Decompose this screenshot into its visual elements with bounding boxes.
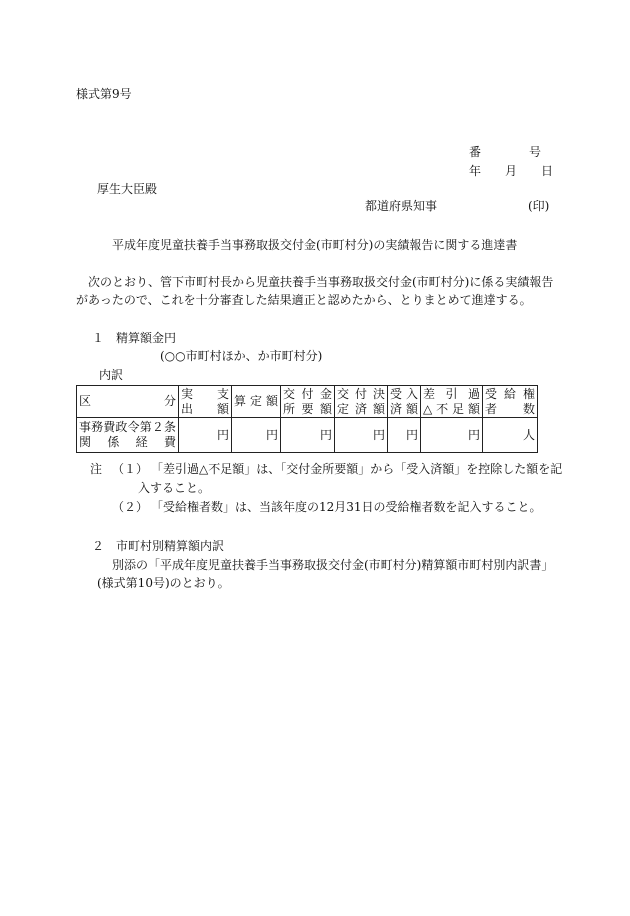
breakdown-table (76, 385, 538, 453)
notes-label: 注 (90, 462, 103, 476)
form-number: 様式第9号 (76, 87, 132, 101)
note1-number: （１） (112, 462, 149, 476)
unit-cell: 円 (281, 418, 335, 453)
unit-cell: 円 (179, 418, 232, 453)
intro-line-1: 次のとおり、管下市町村長から児童扶養手当事務取扱交付金(市町村分)に係る実績報告 (88, 275, 554, 289)
header-required-grant: 交付金 所要額 (281, 386, 335, 418)
unit-cell: 円 (335, 418, 388, 453)
addressee: 厚生大臣殿 (97, 182, 158, 196)
note1-line-1: 「差引過△不足額」は、「交付金所要額」から「受入済額」を控除した額を記 (151, 462, 563, 476)
document-number-label: 番 号 (469, 145, 542, 159)
row-label: 事務費政令第２条 関 係 経 費 (77, 418, 179, 453)
table-row (77, 418, 538, 453)
table-header-row (77, 386, 538, 418)
breakdown-label: 内訳 (99, 368, 124, 382)
section2-heading: ２ 市町村別精算額内訳 (92, 539, 225, 553)
intro-line-2: があったので、これを十分審査した結果適正と認めたから、とりまとめて進達する。 (76, 293, 532, 307)
section2-line-2: (様式第10号)のとおり。 (97, 576, 230, 590)
document-title: 平成年度児童扶養手当事務取扱交付金(市町村分)の実績報告に関する進達書 (112, 238, 518, 252)
header-actual-expenditure: 実 支 出 額 (179, 386, 232, 418)
unit-cell: 人 (483, 418, 538, 453)
header-beneficiaries: 受給権 者 数 (483, 386, 538, 418)
unit-cell: 円 (232, 418, 281, 453)
seal-mark: (印) (528, 199, 550, 213)
note2-text: 「受給権者数」は、当該年度の12月31日の受給権者数を記入すること。 (151, 500, 542, 514)
header-decided-grant: 交付決 定済額 (335, 386, 388, 418)
section2-line-1: 別添の「平成年度児童扶養手当事務取扱交付金(市町村分)精算額市町村別内訳書」 (112, 558, 554, 572)
note2-number: （２） (112, 500, 149, 514)
section1-subtitle: (○○市町村ほか、か市町村分) (160, 349, 323, 363)
date-label: 年 月 日 (469, 164, 554, 178)
unit-cell: 円 (388, 418, 421, 453)
sender-title: 都道府県知事 (365, 199, 438, 213)
header-difference: 差引過 △不足額 (421, 386, 483, 418)
note1-line-2: 入すること。 (138, 481, 211, 495)
header-calculated-amount: 算定額 (232, 386, 281, 418)
unit-cell: 円 (421, 418, 483, 453)
header-received-amount: 受入 済額 (388, 386, 421, 418)
header-category: 区 分 (77, 386, 179, 418)
section1-heading: １ 精算額金円 (92, 331, 177, 345)
